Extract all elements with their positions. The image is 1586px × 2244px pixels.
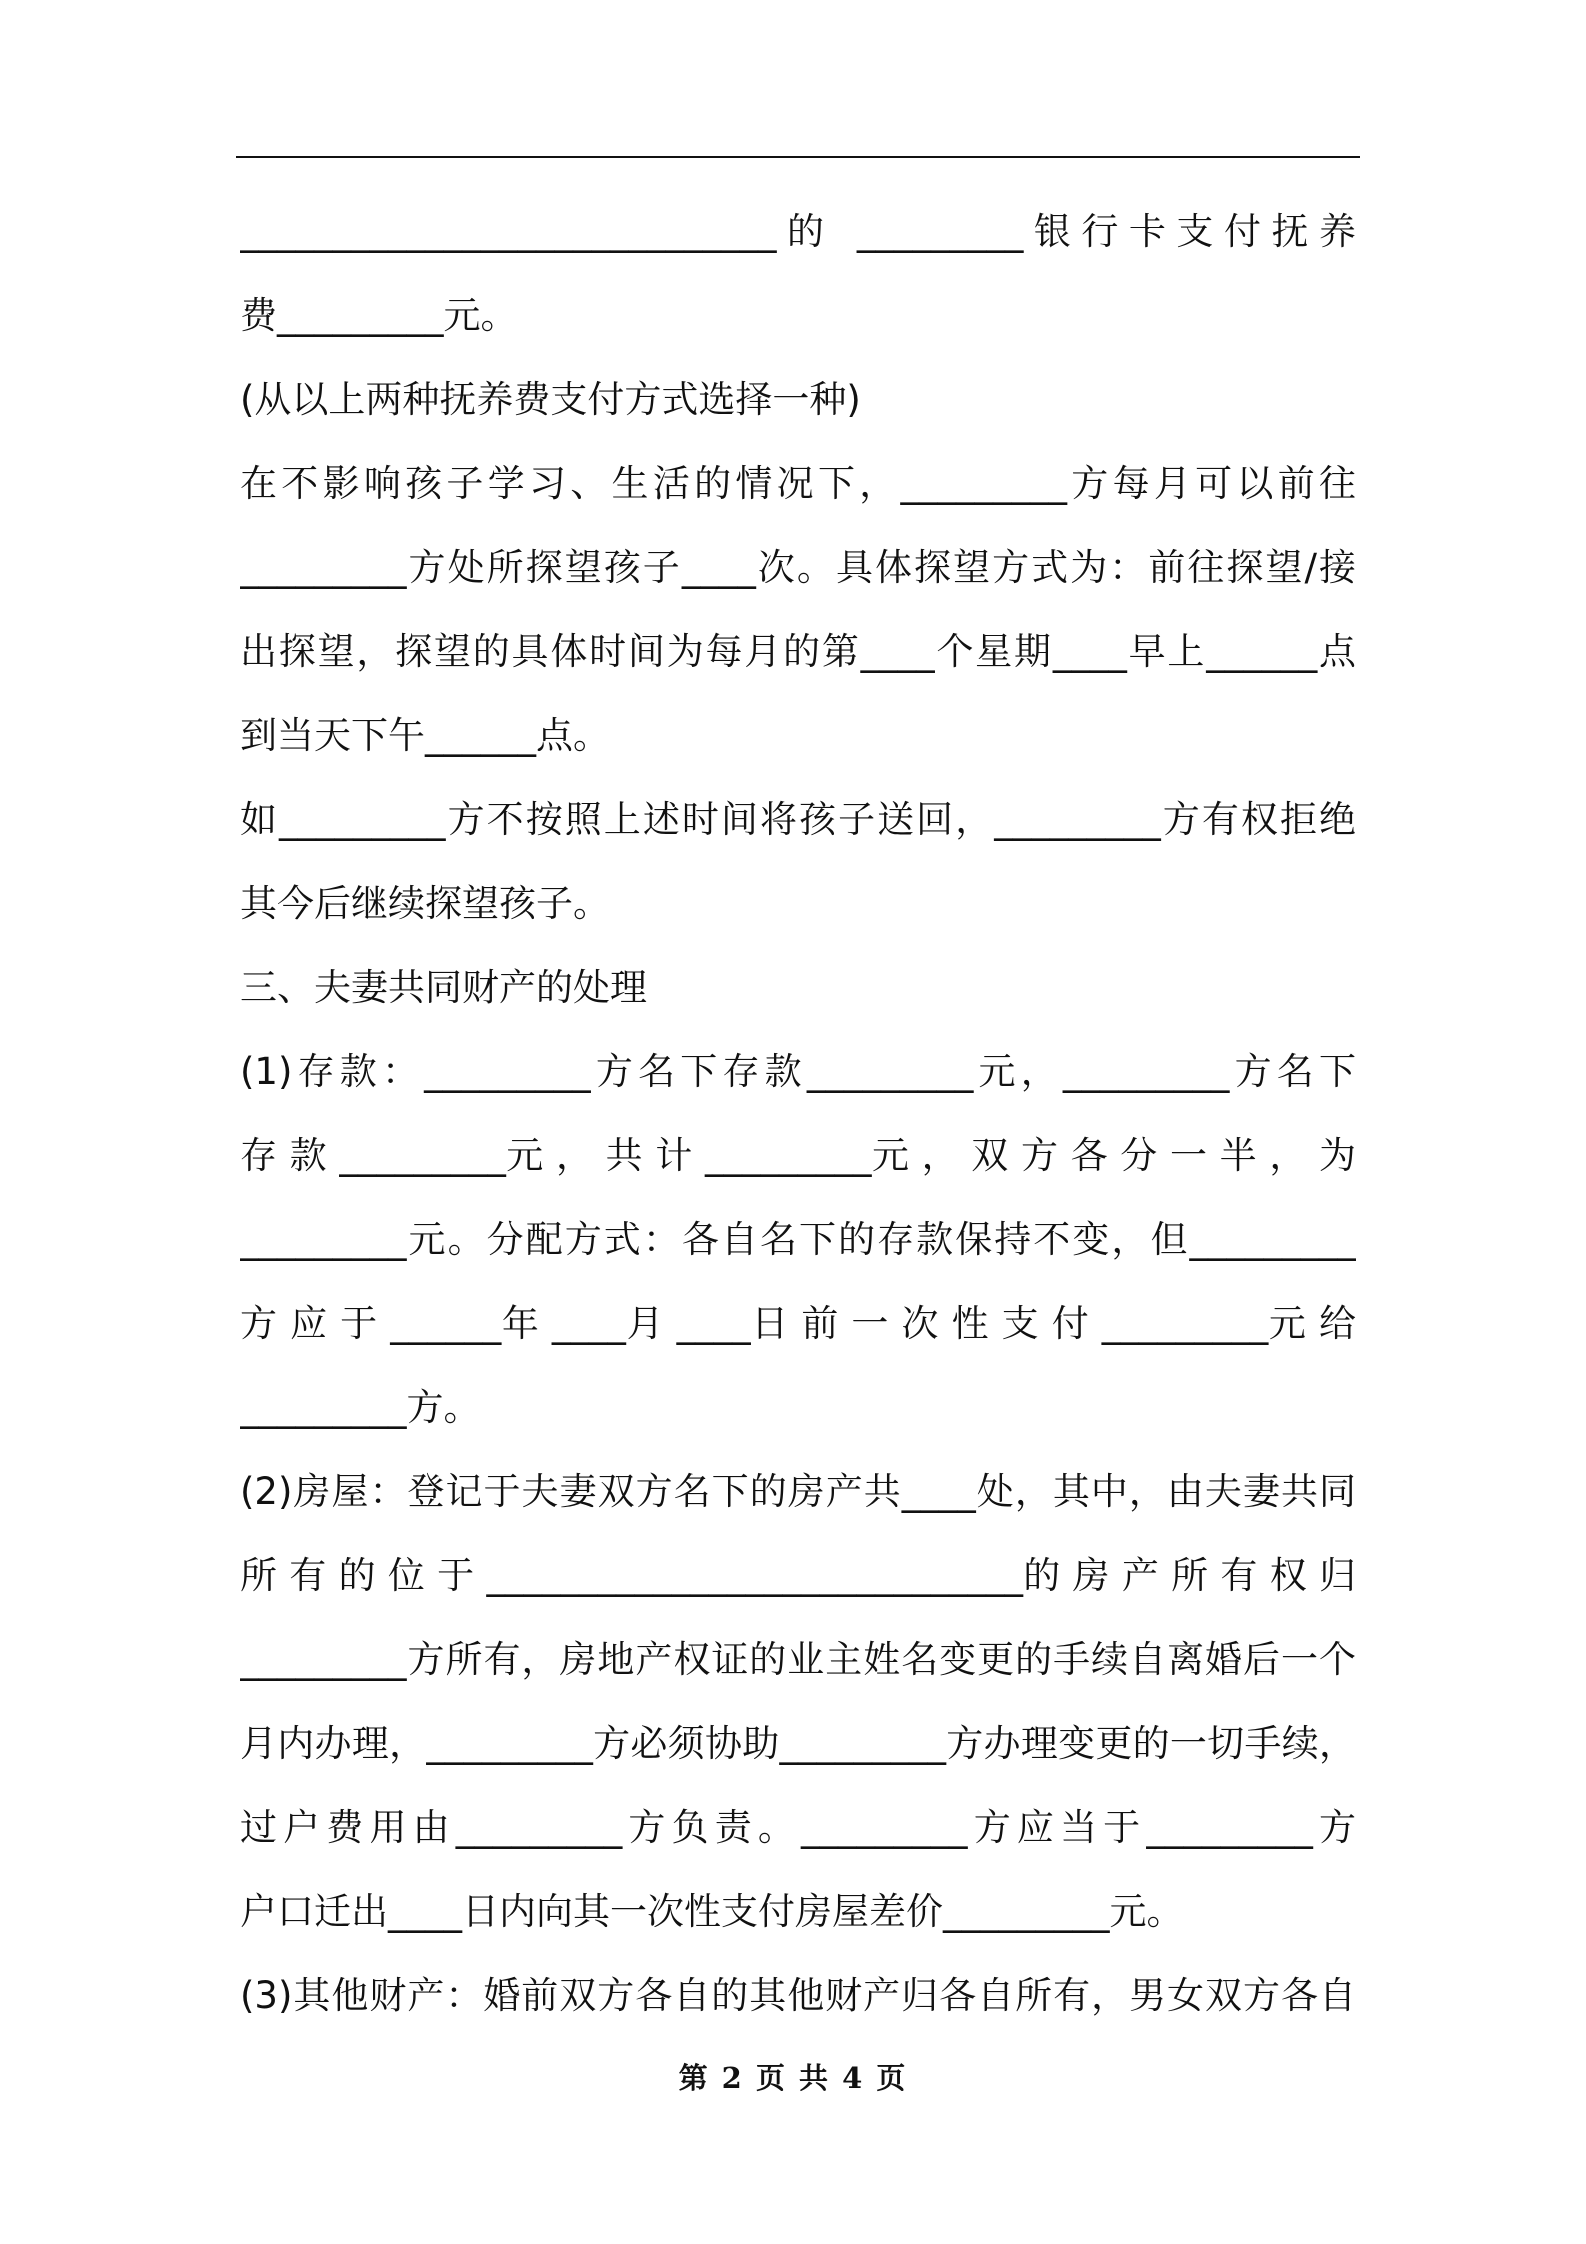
- text-line: 如_________方不按照上述时间将孩子送回，_________方有权拒绝: [240, 798, 1356, 841]
- text-line: (从以上两种抚养费支付方式选择一种): [240, 378, 861, 421]
- text-line: (3)其他财产：婚前双方各自的其他财产归各自所有，男女双方各自: [240, 1974, 1356, 2017]
- text-line: _________方处所探望孩子____次。具体探望方式为：前往探望/接: [240, 546, 1356, 589]
- header-rule: [236, 156, 1360, 158]
- text-line: 其今后继续探望孩子。: [240, 882, 610, 925]
- text-line: _________方。: [240, 1386, 481, 1429]
- page-number: 第 2 页 共 4 页: [678, 2061, 908, 2095]
- document-body: [240, 190, 1356, 2038]
- text-line: 到当天下午______点。: [240, 714, 610, 757]
- text-line: 在不影响孩子学习、生活的情况下，_________方每月可以前往: [240, 462, 1356, 505]
- text-line: _________元。分配方式：各自名下的存款保持不变，但_________: [240, 1218, 1356, 1261]
- text-line: 所 有 的 位 于 _____________________________的 房 产 所 有 权 归: [240, 1554, 1356, 1597]
- text-line: (1)存款：_________方名下存款_________元，_________方名下: [240, 1050, 1356, 1093]
- text-line: 方 应 于 ______年 ____月 ____日 前 一 次 性 支 付 _________元 给: [240, 1302, 1356, 1345]
- text-line: 户口迁出____日内向其一次性支付房屋差价_________元。: [240, 1890, 1184, 1933]
- text-line: 月内办理，_________方必须协助_________方办理变更的一切手续，: [240, 1722, 1356, 1765]
- text-line: 费_________元。: [240, 294, 518, 337]
- text-line: 过户费用由_________方负责。_________方应当于_________方: [240, 1806, 1356, 1849]
- section-heading: 三、夫妻共同财产的处理: [240, 966, 647, 1009]
- text-line: (2)房屋：登记于夫妻双方名下的房产共____处，其中，由夫妻共同: [240, 1470, 1356, 1513]
- text-line: _________方所有，房地产权证的业主姓名变更的手续自离婚后一个: [240, 1638, 1356, 1681]
- text-line: 出探望，探望的具体时间为每月的第____个星期____早上______点: [240, 630, 1356, 673]
- text-line: 存 款 _________元 ， 共 计 _________元 ， 双 方 各 分 一 半 ， 为: [240, 1134, 1356, 1177]
- text-line: _____________________________的 _________银行卡支付抚养: [240, 210, 1356, 253]
